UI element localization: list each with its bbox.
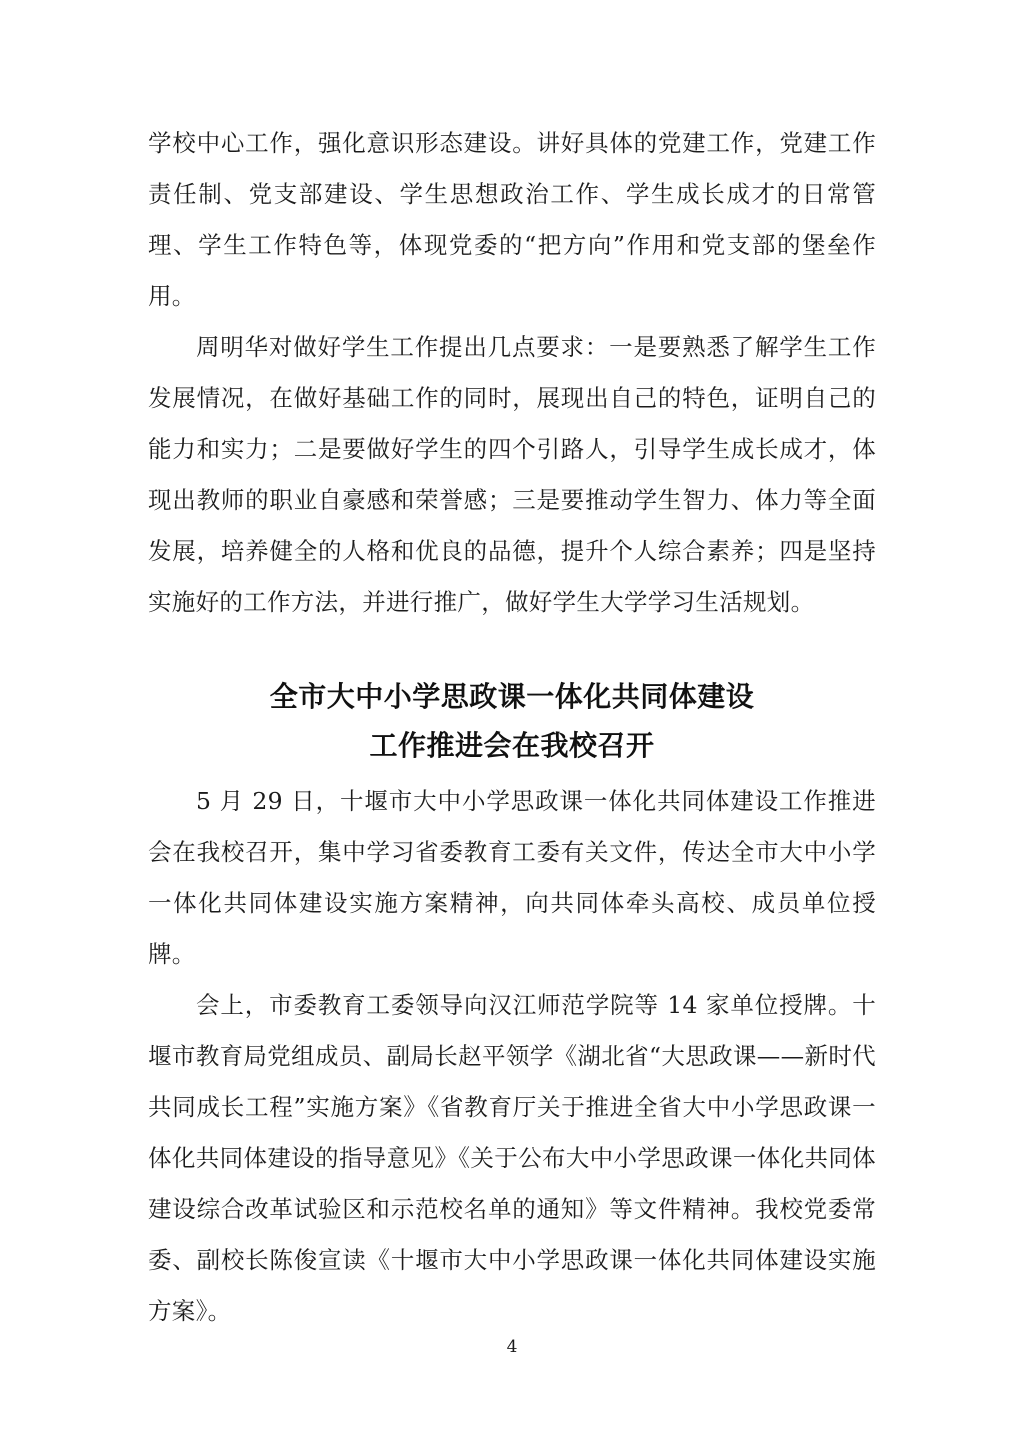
article-heading: [148, 672, 876, 770]
page-number: 4: [506, 1337, 518, 1357]
article-heading-line-1: 全市大中小学思政课一体化共同体建设: [269, 680, 755, 713]
paragraph-requirements: 周明华对做好学生工作提出几点要求：一是要熟悉了解学生工作发展情况，在做好基础工作的同时，展现出自己的特色，证明自己的能力和实力；二是要做好学生的四个引路人，引导学生成长成才，体现出教师的职业自豪感和荣誉感；三是要推动学生智力、体力等全面发展，培养健全的人格和优良的品德，提升个人综合素养；四是坚持实施好的工作方法，并进行推广，做好学生大学学习生活规划。: [148, 333, 876, 616]
paragraph-meeting-intro: 5 月 29 日，十堰市大中小学思政课一体化共同体建设工作推进会在我校召开，集中学习省委教育工委有关文件，传达全市大中小学一体化共同体建设实施方案精神，向共同体牵头高校、成员单位授牌。: [148, 787, 876, 968]
paragraph-continuation: 学校中心工作，强化意识形态建设。讲好具体的党建工作，党建工作责任制、党支部建设、学生思想政治工作、学生成长成才的日常管理、学生工作特色等，体现党委的“把方向”作用和党支部的堡垒作用。: [148, 129, 876, 310]
article-heading-line-2: 工作推进会在我校召开: [369, 729, 655, 762]
paragraph-meeting-details: 会上，市委教育工委领导向汉江师范学院等 14 家单位授牌。十堰市教育局党组成员、副局长赵平领学《湖北省“大思政课——新时代共同成长工程”实施方案》《省教育厅关于推进全省大中小学思政课一体化共同体建设的指导意见》《关于公布大中小学思政课一体化共同体建设综合改革试验区和示范校名单的通知》等文件精神。我校党委常委、副校长陈俊宣读《十堰市大中小学思政课一体化共同体建设实施方案》。: [148, 991, 876, 1325]
document-content: [148, 118, 876, 1337]
